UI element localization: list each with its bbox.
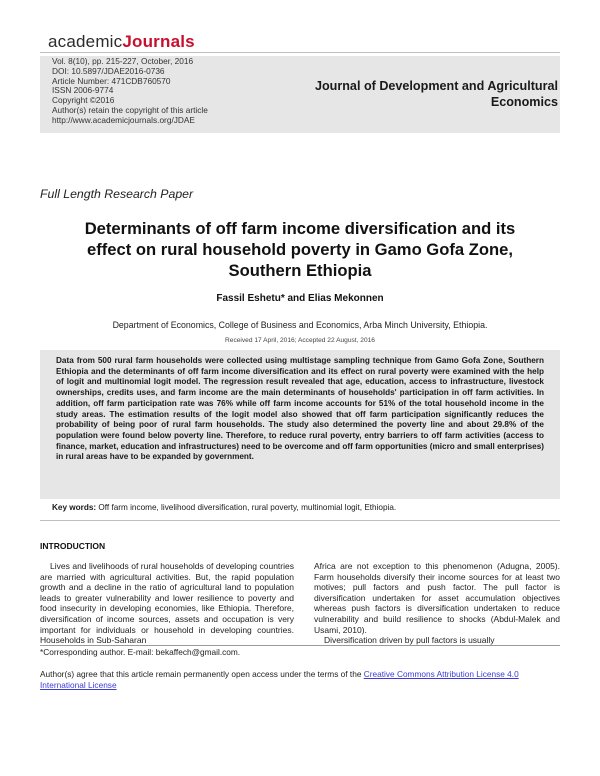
keywords-divider: [40, 520, 560, 521]
meta-volume: Vol. 8(10), pp. 215-227, October, 2016: [52, 56, 194, 66]
paragraph: Diversification driven by pull factors is usually: [324, 635, 495, 646]
meta-copyright: Copyright ©2016: [52, 95, 115, 106]
article-metadata: [52, 57, 208, 126]
meta-doi: DOI: 10.5897/JDAE2016-0736: [52, 65, 165, 76]
body-column-left: [40, 561, 294, 646]
footnote-divider: [40, 645, 560, 646]
body-column-right: [314, 561, 560, 646]
abstract-text: Data from 500 rural farm households were collected using multistage sampling technique from Gamo Gofa Zone, Southern Ethiopia and the determinants of off farm income diversification and its effect on rural poverty were examined with the help of logit and multinomial logit model. The regression result revealed that age, education, access to infrastructure, livestock ownerships, credits uses, and farm income are the main determinants of households' participation in off farm activities. In addition, off farm participation rate was 76% while off farm income accounts for 51% of the total household income in the study areas. The estimation results of the logit model also showed that off farm participation significantly reduces the probability of being poor of rural farm households. The study also determined the poverty line and about 29.8% of the population were found below poverty line. Therefore, to reduce rural poverty, entry barriers to off farm activities (access to finance, market, education and infrastructures) need to be overcome and off farm opportunities (micro and small enterprises) in rural areas have to be expanded by government.: [56, 356, 544, 462]
title-line1: Determinants of off farm income diversification and its: [84, 219, 516, 238]
license-note: [40, 669, 560, 690]
meta-url[interactable]: http://www.academicjournals.org/JDAE: [52, 114, 195, 125]
keywords: [52, 503, 552, 513]
publisher-logo: [48, 32, 195, 52]
received-dates: Received 17 April, 2016; Accepted 22 August, 2016: [225, 337, 375, 344]
corresponding-author: *Corresponding author. E-mail: bekaffech@gmail.com.: [40, 647, 241, 657]
logo-part1: academic: [48, 32, 123, 51]
journal-title: [300, 78, 558, 110]
meta-rights: Author(s) retain the copyright of this article: [52, 104, 208, 115]
keywords-text: Off farm income, livelihood diversification, rural poverty, multinomial logit, Ethiopia.: [98, 503, 397, 512]
affiliation: Department of Economics, College of Business and Economics, Arba Minch University, Ethiopia.: [112, 320, 488, 330]
license-link[interactable]: Creative Commons Attribution License 4.0 International License: [40, 669, 519, 690]
section-heading-introduction: INTRODUCTION: [40, 541, 106, 551]
paragraph: Africa are not exception to this phenomenon (Adugna, 2005). Farm households diversify their income sources for at least two motives; pull factors and push factor. The pull factor is diversification undertaken for asset accumulation objectives whereas push factors is diversification undertaken to reduce vulnerability and build resilience to shocks (Abdul-Malek and Usami, 2010).: [314, 561, 560, 635]
logo-divider: [40, 52, 560, 53]
paragraph: Lives and livelihoods of rural households of developing countries are married with agricultural activities. But, the rapid population growth and a decline in the ratio of agricultural land to population leads to greater vulnerability and lower resilience to poverty and food insecurity in developing economies, like Ethiopia. Therefore, diversification of income sources, assets and occupation is very important for individuals or household in developing countries. Households in Sub-Saharan: [40, 561, 294, 646]
journal-title-line1: Journal of Development and Agricultural: [314, 79, 558, 93]
logo-part2: Journals: [122, 32, 195, 51]
meta-article-number: Article Number: 471CDB760570: [52, 75, 171, 86]
authors: Fassil Eshetu* and Elias Mekonnen: [216, 293, 384, 304]
paper-type: Full Length Research Paper: [40, 187, 194, 201]
meta-issn: ISSN 2006-9774: [52, 85, 114, 96]
keywords-label: Key words:: [52, 503, 97, 512]
paper-title: [40, 218, 560, 281]
journal-title-line2: Economics: [490, 95, 558, 109]
title-line3: Southern Ethiopia: [228, 261, 372, 280]
license-text: Author(s) agree that this article remain permanently open access under the terms of the: [40, 669, 362, 679]
title-line2: effect on rural household poverty in Gamo Gofa Zone,: [87, 240, 513, 259]
